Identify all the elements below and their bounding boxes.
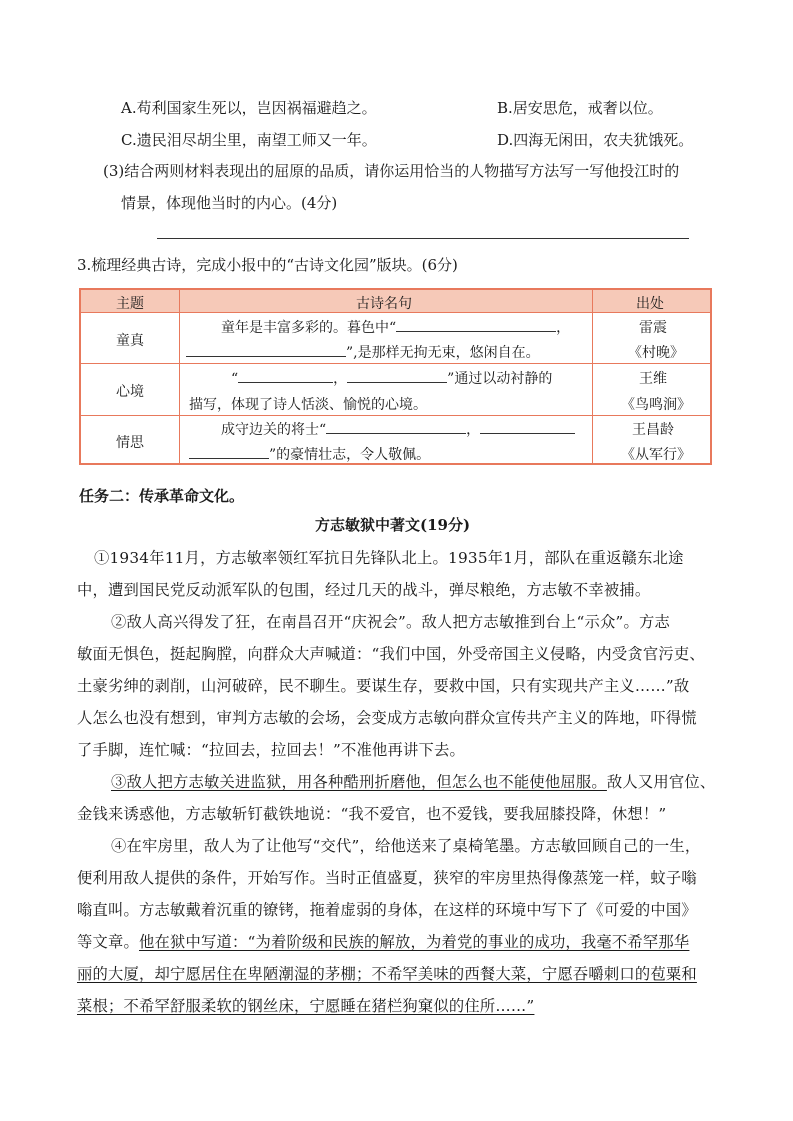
article-title: 方志敏狱中著文(19分) — [315, 516, 471, 534]
paragraph-line: 金钱来诱惑他，方志敏斩钉截铁地说：“我不爱官，也不爱钱，要我屈膝投降，休想！” — [77, 805, 667, 823]
row-author: 王维 — [639, 371, 667, 387]
fill-blank[interactable] — [189, 444, 269, 459]
fill-blank[interactable] — [347, 368, 447, 383]
paragraph-line: 敏面无惧色，挺起胸膛，向群众大声喊道：“我们中国，外受帝国主义侵略，内受贪官污吏、 — [77, 645, 705, 663]
row-line1: “ ， ”通过以动衬静的 — [231, 368, 552, 388]
underlined-sentence: 菜根；不希罕舒服柔软的钢丝床，宁愿睡在猪栏狗窠似的住所……” — [77, 997, 535, 1015]
header-lines: 古诗名句 — [356, 296, 412, 312]
row-theme: 心境 — [116, 384, 144, 400]
fill-blank[interactable] — [238, 368, 333, 383]
row-line1: 成守边关的将士“ ， — [221, 419, 575, 439]
row-theme: 童真 — [116, 333, 144, 349]
paragraph-line: ①1934年11月，方志敏率领红军抗日先锋队北上。1935年1月，部队在重返赣东北途 — [94, 549, 684, 567]
underlined-sentence: ③敌人把方志敏关进监狱，用各种酷刑折磨他，但怎么也不能使他屈服。 — [111, 773, 607, 791]
paragraph-line: ④在牢房里，敌人为了让他写“交代”，给他送来了桌椅笔墨。方志敏回顾自己的一生， — [111, 837, 701, 855]
fill-blank[interactable] — [480, 419, 575, 434]
option-c: C.遗民泪尽胡尘里，南望工师又一年。 — [121, 131, 377, 149]
paragraph-line: 等文章。他在狱中写道：“为着阶级和民族的解放，为着党的事业的成功，我毫不希罕那华 — [77, 933, 690, 951]
row-title: 《从军行》 — [621, 447, 691, 463]
header-source: 出处 — [636, 296, 664, 312]
row-author: 雷震 — [639, 320, 667, 336]
paragraph-line: 人怎么也没有想到，审判方志敏的会场，会变成方志敏向群众宣传共产主义的阵地，吓得慌 — [77, 709, 697, 727]
row-title: 《鸟鸣涧》 — [621, 397, 691, 413]
fill-blank[interactable] — [186, 342, 346, 357]
header-theme: 主题 — [116, 296, 144, 312]
paragraph-line: 土豪劣绅的剥削，山河破碎，民不聊生。要谋生存，要救中国，只有实现共产主义……”敌 — [77, 677, 690, 695]
paragraph-line: ③敌人把方志敏关进监狱，用各种酷刑折磨他，但怎么也不能使他屈服。敌人又用官位、 — [111, 773, 716, 791]
row-line2: ”的豪情壮志，令人敬佩。 — [189, 444, 430, 464]
underlined-sentence: 他在狱中写道：“为着阶级和民族的解放，为着党的事业的成功，我毫不希罕那华 — [139, 933, 690, 951]
subquestion-3-line1: (3)结合两则材料表现出的屈原的品质，请你运用恰当的人物描写方法写一写他投江时的 — [103, 162, 680, 180]
answer-line[interactable] — [157, 238, 689, 239]
row-line1: 童年是丰富多彩的。暮色中“ ， — [221, 317, 570, 337]
paragraph-line: 嗡直叫。方志敏戴着沉重的镣铐，拖着虚弱的身体，在这样的环境中写下了《可爱的中国》 — [77, 901, 697, 919]
option-d: D.四海无闲田，农夫犹饿死。 — [497, 131, 694, 149]
option-b: B.居安思危，戒奢以位。 — [497, 99, 663, 117]
paragraph-line: 中，遭到国民党反动派军队的包围，经过几天的战斗，弹尽粮绝，方志敏不幸被捕。 — [77, 581, 651, 599]
task-2-heading: 任务二：传承革命文化。 — [79, 487, 245, 505]
fill-blank[interactable] — [396, 317, 556, 332]
row-line2: ”,是那样无拘无束，悠闲自在。 — [186, 342, 540, 362]
question-3: 3.梳理经典古诗，完成小报中的“古诗文化园”版块。(6分) — [77, 256, 458, 274]
paragraph-line: ②敌人高兴得发了狂，在南昌召开“庆祝会”。敌人把方志敏推到台上“示众”。方志 — [111, 613, 670, 631]
row-theme: 情思 — [116, 435, 144, 451]
paragraph-line: 了手脚，连忙喊：“拉回去，拉回去！”不准他再讲下去。 — [77, 741, 465, 759]
poetry-table — [79, 288, 712, 465]
option-a: A.苟利国家生死以，岂因祸福避趋之。 — [121, 99, 377, 117]
underlined-sentence: 丽的大厦，却宁愿居住在卑陋潮湿的茅棚；不希罕美味的西餐大菜，宁愿吞嚼刺口的苞粟和 — [77, 965, 697, 983]
row-line2: 描写，体现了诗人恬淡、愉悦的心境。 — [189, 397, 427, 413]
fill-blank[interactable] — [326, 419, 466, 434]
row-title: 《村晚》 — [628, 345, 684, 361]
row-author: 王昌龄 — [632, 422, 674, 438]
subquestion-3-line2: 情景，体现他当时的内心。(4分) — [121, 194, 338, 212]
paragraph-line: 便利用敌人提供的条件，开始写作。当时正值盛夏，狭窄的牢房里热得像蒸笼一样，蚊子嗡 — [77, 869, 697, 887]
